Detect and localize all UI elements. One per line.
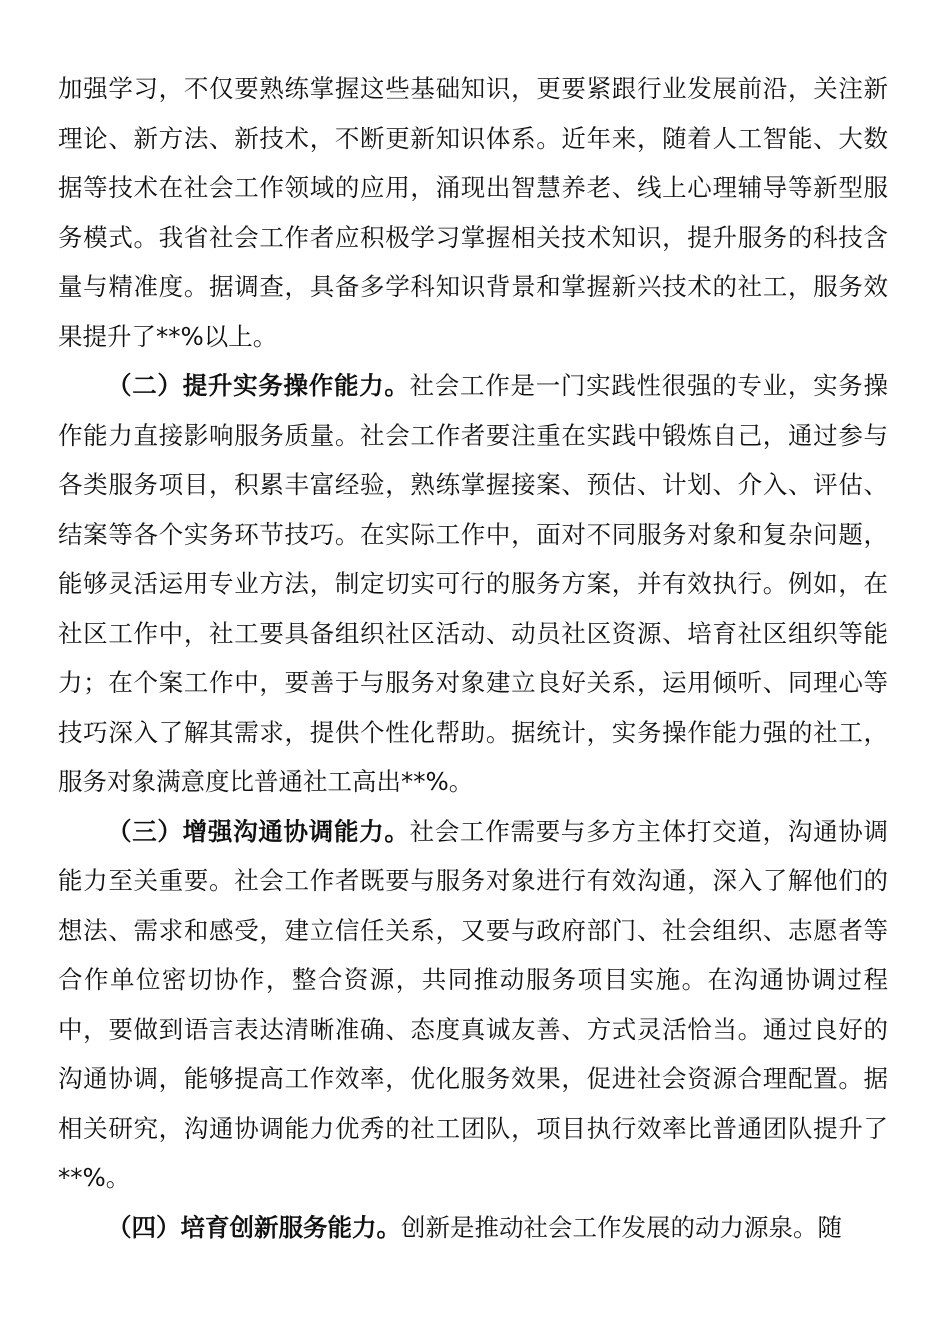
paragraph-section-4 [58,1203,888,1253]
section-heading-4: （四）培育创新服务能力。 [107,1212,401,1242]
paragraph-section-2 [58,361,888,807]
paragraph-continuation [58,64,888,361]
paragraph-body-3: 社会工作需要与多方主体打交道，沟通协调能力至关重要。社会工作者既要与服务对象进行有效沟通，深入了解他们的想法、需求和感受，建立信任关系，又要与政府部门、社会组织、志愿者等合作单位密切协作，整合资源，共同推动服务项目实施。在沟通协调过程中，要做到语言表达清晰准确、态度真诚友善、方式灵活恰当。通过良好的沟通协调，能够提高工作效率，优化服务效果，促进社会资源合理配置。据相关研究，沟通协调能力优秀的社工团队，项目执行效率比普通团队提升了**%。 [58,816,889,1192]
paragraph-body-4: 创新是推动社会工作发展的动力源泉。随 [401,1212,842,1242]
section-heading-2: （二）提升实务操作能力。 [107,371,410,400]
section-heading-3: （三）增强沟通协调能力。 [107,816,410,846]
paragraph-section-3 [58,807,888,1203]
document-page [58,64,888,1252]
paragraph-body-1: 加强学习，不仅要熟练掌握这些基础知识，更要紧跟行业发展前沿，关注新理论、新方法、新技术，不断更新知识体系。近年来，随着人工智能、大数据等技术在社会工作领域的应用，涌现出智慧养老、线上心理辅导等新型服务模式。我省社会工作者应积极学习掌握相关技术知识，提升服务的科技含量与精准度。据调查，具备多学科知识背景和掌握新兴技术的社工，服务效果提升了**%以上。 [58,74,888,351]
paragraph-body-2: 社会工作是一门实践性很强的专业，实务操作能力直接影响服务质量。社会工作者要注重在实践中锻炼自己，通过参与各类服务项目，积累丰富经验，熟练掌握接案、预估、计划、介入、评估、结案等各个实务环节技巧。在实际工作中，面对不同服务对象和复杂问题，能够灵活运用专业方法，制定切实可行的服务方案，并有效执行。例如，在社区工作中，社工要具备组织社区活动、动员社区资源、培育社区组织等能力；在个案工作中，要善于与服务对象建立良好关系，运用倾听、同理心等技巧深入了解其需求，提供个性化帮助。据统计，实务操作能力强的社工，服务对象满意度比普通社工高出**%。 [58,371,889,796]
